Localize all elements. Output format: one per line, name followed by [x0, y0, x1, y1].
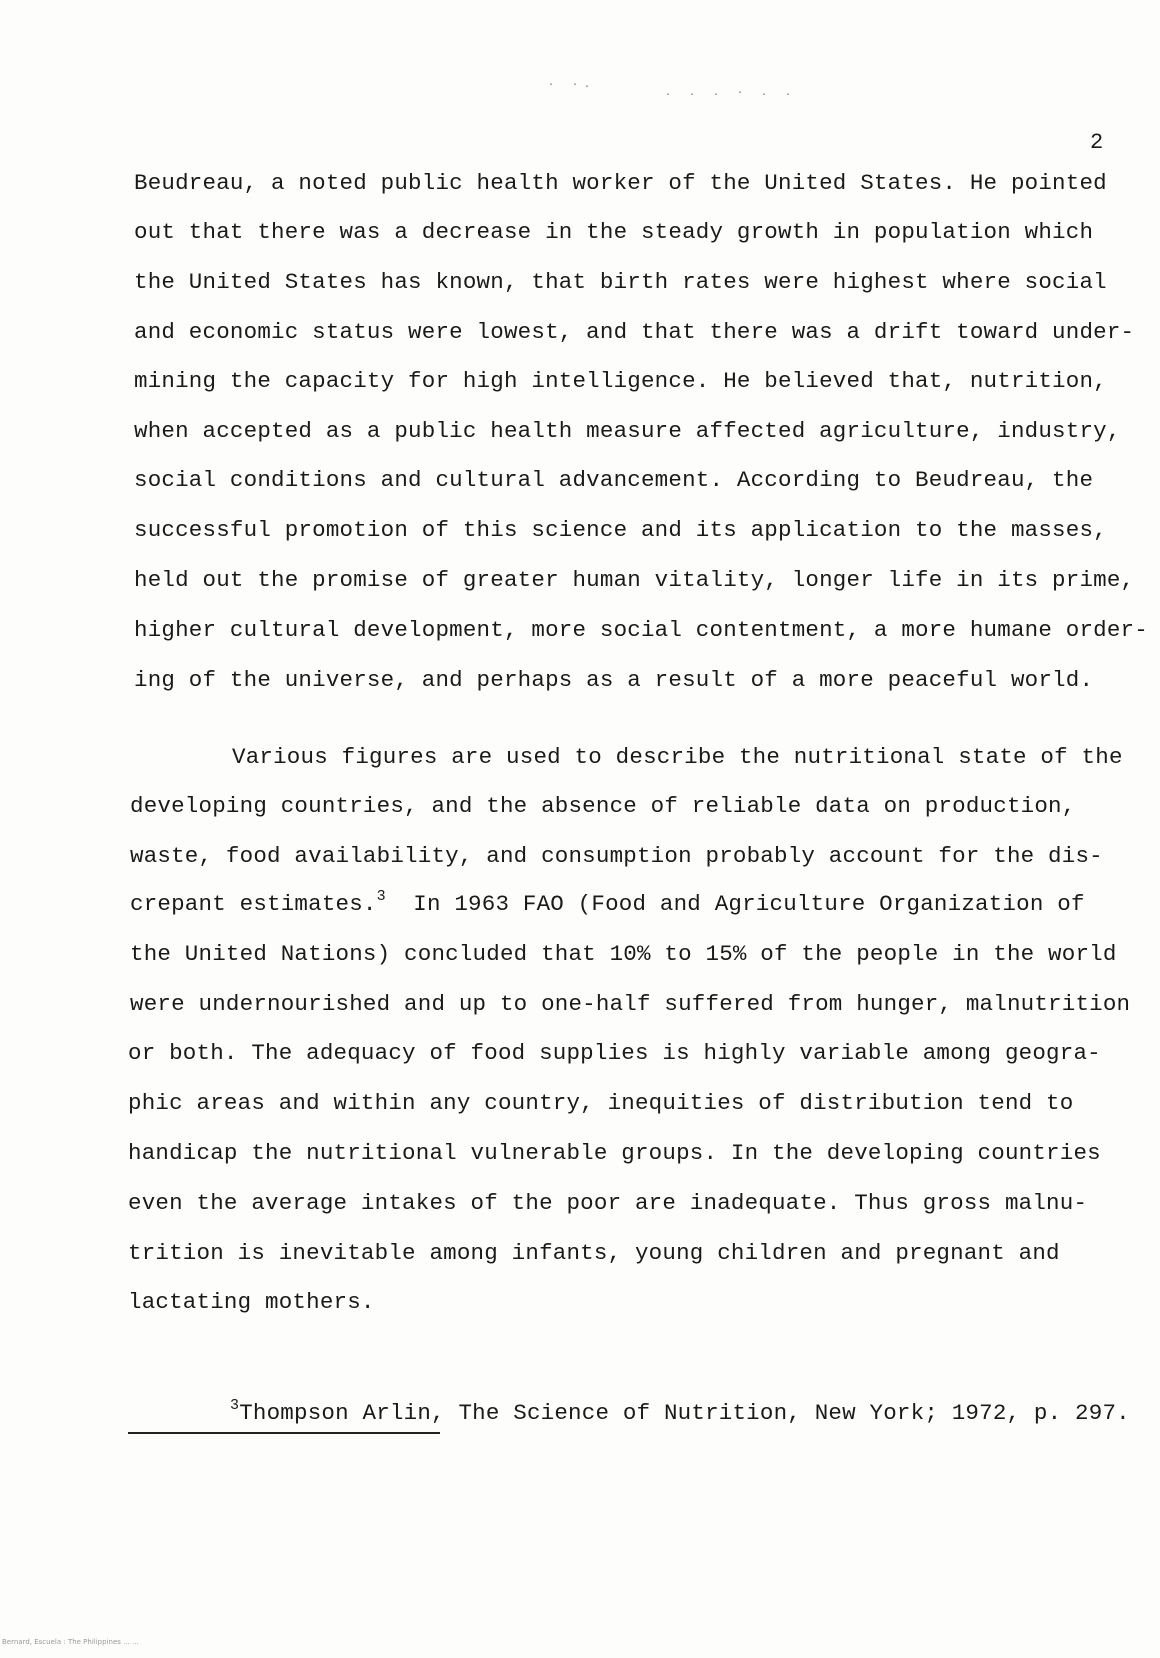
- text-line: trition is inevitable among infants, young children and pregnant and: [128, 1240, 1060, 1266]
- text-line: handicap the nutritional vulnerable groups. In the developing countries: [128, 1140, 1101, 1166]
- text-line: successful promotion of this science and its application to the masses,: [134, 517, 1107, 543]
- text-line: the United States has known, that birth rates were highest where social: [134, 269, 1107, 295]
- text-line: the United Nations) concluded that 10% to 15% of the people in the world: [130, 941, 1117, 967]
- text-line: phic areas and within any country, inequities of distribution tend to: [128, 1090, 1074, 1116]
- text-line: waste, food availability, and consumption probably account for the dis-: [130, 843, 1103, 869]
- page-number: 2: [1090, 130, 1104, 155]
- scan-specks: . . . · . .: [665, 88, 798, 99]
- footnote: [230, 1397, 1130, 1426]
- text-line: when accepted as a public health measure affected agriculture, industry,: [134, 418, 1121, 444]
- text-line: developing countries, and the absence of reliable data on production,: [130, 793, 1076, 819]
- scan-specks: · ·.: [548, 80, 597, 91]
- text-line: higher cultural development, more social contentment, a more humane order-: [134, 617, 1148, 643]
- text-line: Various figures are used to describe the nutritional state of the: [232, 744, 1123, 770]
- footnote-reference: 3: [376, 888, 386, 905]
- text-line: and economic status were lowest, and that there was a drift toward under-: [134, 319, 1135, 345]
- text-line: lactating mothers.: [128, 1289, 375, 1315]
- text-line: out that there was a decrease in the steady growth in population which: [134, 219, 1094, 245]
- text-line: Beudreau, a noted public health worker of the United States. He pointed: [134, 170, 1107, 196]
- text-line: or both. The adequacy of food supplies is highly variable among geogra-: [128, 1040, 1101, 1066]
- text-line: even the average intakes of the poor are inadequate. Thus gross malnu-: [128, 1190, 1088, 1216]
- text-line: [130, 888, 1085, 917]
- footnote-marker: 3: [230, 1397, 240, 1414]
- text-line: social conditions and cultural advancement. According to Beudreau, the: [134, 467, 1094, 493]
- footnote-text: Thompson Arlin, The Science of Nutrition, New York; 1972, p. 297.: [239, 1400, 1130, 1426]
- text-line: were undernourished and up to one-half suffered from hunger, malnutrition: [130, 991, 1131, 1017]
- text-line: ing of the universe, and perhaps as a result of a more peaceful world.: [134, 667, 1094, 693]
- text-line: held out the promise of greater human vitality, longer life in its prime,: [134, 567, 1135, 593]
- scan-margin-note: Bernard, Escuela : The Philippines ... ...: [2, 1638, 139, 1646]
- text-segment: In 1963 FAO (Food and Agriculture Organization of: [385, 891, 1085, 917]
- text-line: mining the capacity for high intelligence. He believed that, nutrition,: [134, 368, 1107, 394]
- text-segment: crepant estimates.: [130, 891, 377, 917]
- footnote-divider: [128, 1432, 440, 1434]
